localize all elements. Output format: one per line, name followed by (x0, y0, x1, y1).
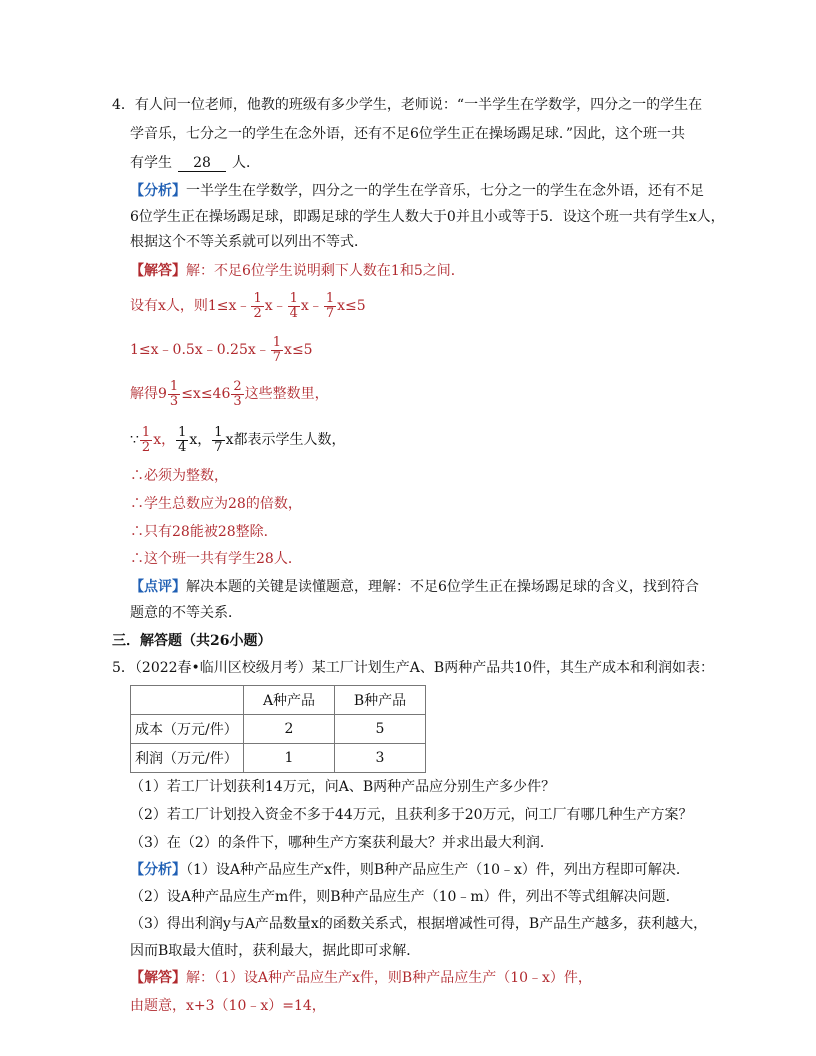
q5-part-1: （1）若工厂计划获利14万元，问A、B两种产品应分别生产多少件？ (130, 779, 556, 795)
q4-solution-line-9: ∴这个班一共有学生28人． (130, 551, 302, 567)
table-row (131, 715, 426, 744)
fraction-one-quarter: $\frac{1}{4}$ (178, 424, 187, 455)
q4-line-2: 学音乐，七分之一的学生在念外语，还有不足6位学生正在操场踢足球．”因此，这个班一共 (130, 126, 686, 142)
q4-analysis-line-2: 6位学生正在操场踢足球，即踢足球的学生人数大于0并且小或等于5．设这个班一共有学生x人， (130, 209, 725, 225)
table-header-row (131, 686, 426, 715)
because-symbol: ∵ (130, 432, 139, 448)
table-cell: 利润（万元/件） (131, 744, 244, 773)
q4-solution-line-2 (130, 290, 366, 322)
q4-line-3 (130, 153, 260, 173)
solve-end: 这些整数里， (244, 386, 329, 402)
table-cell: 3 (335, 744, 426, 773)
solve-start: 解得9 (130, 386, 167, 402)
ineq-1-start: 设有x人，则1≤x﹣ (130, 298, 251, 314)
ineq-1-minus-1: x﹣ (264, 298, 287, 314)
q5-analysis-line-1 (130, 860, 690, 880)
q5-solution-line-2: 由题意，x+3（10﹣x）=14， (130, 998, 326, 1014)
q5-solution-line-1 (130, 968, 592, 988)
fraction-one-seventh: $\frac{1}{7}$ (325, 290, 335, 321)
q4-text-1: 有人问一位老师，他教的班级有多少学生，老师说：“一半学生在学数学，四分之一的学生在 (134, 97, 703, 113)
q4-analysis-line-1 (130, 181, 704, 201)
q4-number: 4． (112, 97, 135, 113)
analysis-tag: 【分析】 (130, 862, 186, 878)
q5-part-2: （2）若工厂计划投入资金不多于44万元，且获利多于20万元，问工厂有哪几种生产方案？ (130, 807, 693, 823)
table-cell: 5 (335, 715, 426, 744)
analysis-text-1: 一半学生在学数学，四分之一的学生在学音乐，七分之一的学生在念外语，还有不足 (186, 183, 704, 199)
ineq-2-end: x≤5 (284, 342, 313, 358)
ineq-1-end: x≤5 (337, 298, 366, 314)
fraction-one-seventh: $\frac{1}{7}$ (214, 424, 223, 455)
comment-tag: 【点评】 (130, 579, 186, 595)
q4-solution-line-3 (130, 334, 313, 366)
comment-text-1: 解决本题的关键是读懂题意，理解：不足6位学生正在操场踢足球的含义，找到符合 (186, 579, 699, 595)
solution-tag: 【解答】 (130, 970, 186, 986)
q5-line-1: 5．（2022春•临川区校级月考）某工厂计划生产A、B两种产品共10件，其生产成本和利润如表： (112, 660, 715, 676)
q4-solution-line-1 (130, 261, 465, 281)
table-header-cell: A种产品 (244, 686, 335, 715)
q5-analysis-line-3: （3）得出利润y与A产品数量x的函数关系式，根据增减性可得，B产品生产越多，获利越大， (130, 916, 708, 932)
q4-solution-line-6: ∴必须为整数， (130, 468, 228, 484)
q4-solution-line-4 (130, 378, 329, 410)
table-cell: 成本（万元/件） (131, 715, 244, 744)
fraction-one-half: $\frac{1}{2}$ (253, 290, 262, 321)
table-cell: 1 (244, 744, 335, 773)
solution-text-1: 解：不足6位学生说明剩下人数在1和5之间． (186, 263, 465, 279)
q4-text-3b: 人． (232, 155, 260, 171)
q4-answer-blank: 28 (178, 155, 226, 172)
q4-line-1 (112, 95, 702, 115)
table-row (131, 744, 426, 773)
q4-solution-line-5 (130, 424, 345, 456)
q4-solution-line-8: ∴只有28能被28整除． (130, 524, 278, 540)
q4-text-3a: 有学生 (130, 155, 172, 171)
fraction-one-third: $\frac{1}{3}$ (169, 378, 179, 409)
q5-analysis-line-2: （2）设A种产品应生产m件，则B种产品应生产（10﹣m）件，列出不等式组解决问题． (130, 889, 680, 905)
q5-part-3: （3）在（2）的条件下，哪种生产方案获利最大？并求出最大利润． (130, 835, 554, 851)
term-end: x都表示学生人数， (225, 432, 346, 448)
fraction-one-quarter: $\frac{1}{4}$ (289, 290, 298, 321)
table-cell: 2 (244, 715, 335, 744)
q4-comment-line-2: 题意的不等关系． (130, 605, 242, 621)
table-header-cell (131, 686, 244, 715)
ineq-1-minus-2: x﹣ (300, 298, 323, 314)
section-title: 三．解答题（共26小题） (112, 633, 272, 649)
q5-analysis-line-4: 因而B取最大值时，获利最大，据此即可求解． (130, 943, 421, 959)
term-b: x， (189, 432, 212, 448)
solve-mid: ≤x≤46 (181, 386, 231, 402)
analysis-tag: 【分析】 (130, 183, 186, 199)
term-a: x， (153, 432, 176, 448)
cost-profit-table (130, 685, 426, 773)
table-header-cell: B种产品 (335, 686, 426, 715)
fraction-two-thirds: $\frac{2}{3}$ (233, 378, 242, 409)
solution-tag: 【解答】 (130, 263, 186, 279)
fraction-one-half: $\frac{1}{2}$ (141, 424, 151, 455)
solution-text-1: 解：（1）设A种产品应生产x件，则B种产品应生产（10﹣x）件， (186, 970, 592, 986)
analysis-text-1: （1）设A种产品应生产x件，则B种产品应生产（10﹣x）件，列出方程即可解决． (186, 862, 690, 878)
fraction-one-seventh: $\frac{1}{7}$ (272, 334, 282, 365)
ineq-2-start: 1≤x﹣0.5x﹣0.25x﹣ (130, 342, 270, 358)
q4-solution-line-7: ∴学生总数应为28的倍数， (130, 496, 302, 512)
q4-analysis-line-3: 根据这个不等关系就可以列出不等式． (130, 234, 368, 250)
q4-comment-line-1 (130, 577, 699, 597)
